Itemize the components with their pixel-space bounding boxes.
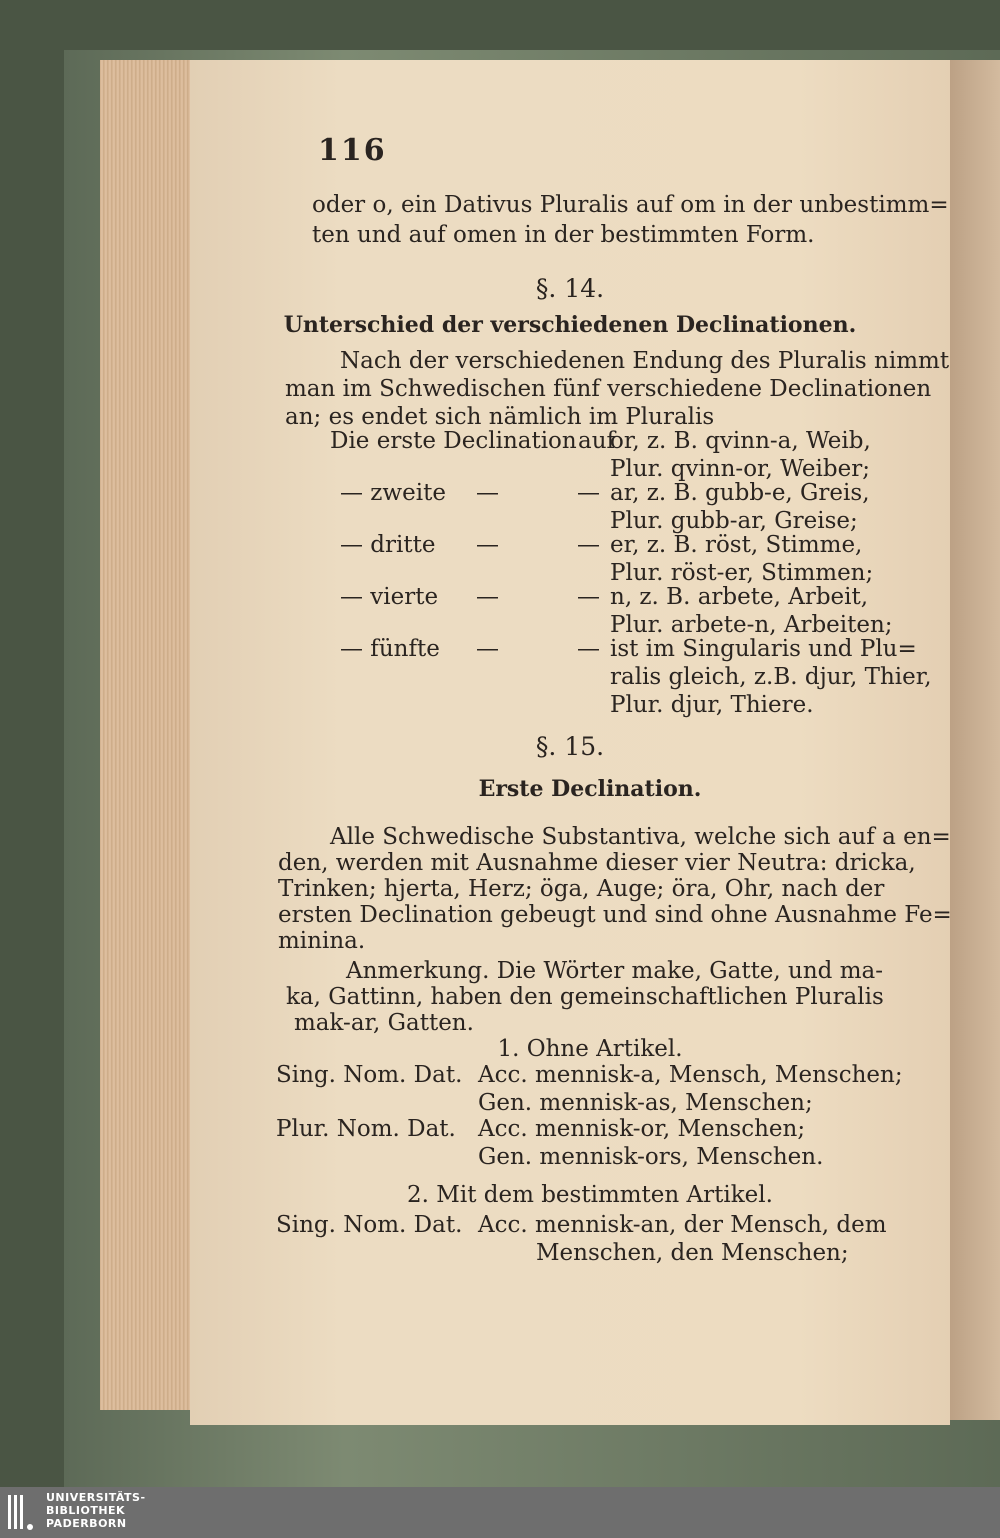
intro-text: oder o, ein Dativus Pluralis auf om in der unbestimm= <box>312 192 949 218</box>
paradigm-form: Acc. mennisk-or, Menschen; <box>478 1116 806 1142</box>
page-number: 116 <box>318 133 387 168</box>
section-14-para-line-2: man im Schwedischen fünf verschiedene Declinationen <box>285 376 932 402</box>
section-15-title: Erste Declination. <box>478 776 702 802</box>
right-page-edge <box>948 60 1000 1420</box>
declension-example: ar, z. B. gubb-e, Greis, <box>610 480 870 506</box>
declension-ordinal: — zweite <box>340 480 446 506</box>
declension-plural: Plur. röst-er, Stimmen; <box>610 560 874 586</box>
paradigm-label: Sing. Nom. Dat. <box>276 1062 463 1088</box>
declension-connector: — — <box>476 636 600 662</box>
section-15-para-line-1: Alle Schwedische Substantiva, welche sich auf a en= <box>330 824 951 850</box>
section-14-title: Unterschied der verschiedenen Declinationen. <box>283 312 857 338</box>
paradigm-label: Sing. Nom. Dat. <box>276 1212 463 1238</box>
paradigm-label: Plur. Nom. Dat. <box>276 1116 456 1142</box>
declension-ordinal: — dritte <box>340 532 436 558</box>
library-name-line: PADERBORN <box>46 1517 127 1530</box>
paradigm-form: Acc. mennisk-a, Mensch, Menschen; <box>478 1062 903 1088</box>
declension-plural: Plur. arbete-n, Arbeiten; <box>610 612 893 638</box>
part-2-heading: 2. Mit dem bestimmten Artikel. <box>407 1182 773 1208</box>
declension-ordinal: Die erste Declination <box>330 428 577 454</box>
section-15-para-line-5: minina. <box>278 928 366 954</box>
intro-line-2: ten und auf omen in der bestimmten Form. <box>312 222 815 248</box>
declension-example: ist im Singularis und Plu= <box>610 636 917 662</box>
university-logo-icon <box>6 1493 36 1533</box>
library-name-line: UNIVERSITÄTS- <box>46 1491 146 1504</box>
declension-ordinal: — fünfte <box>340 636 440 662</box>
section-15-para-line-3: Trinken; hjerta, Herz; öga, Auge; öra, Ohr, nach der <box>278 876 885 902</box>
paradigm-form: Menschen, den Menschen; <box>536 1240 849 1266</box>
paradigm-form: Gen. mennisk-ors, Menschen. <box>478 1144 824 1170</box>
section-15-heading: §. 15. <box>535 732 605 761</box>
section-15-para-line-4: ersten Declination gebeugt und sind ohne Ausnahme Fe= <box>278 902 952 928</box>
declension-plural: Plur. qvinn-or, Weiber; <box>610 456 870 482</box>
declension-example: n, z. B. arbete, Arbeit, <box>610 584 869 610</box>
note-line-1: Anmerkung. Die Wörter make, Gatte, und ma- <box>346 958 883 984</box>
declension-example-cont: ralis gleich, z.B. djur, Thier, <box>610 664 932 690</box>
intro-line-1 <box>312 192 949 218</box>
declension-ordinal: — vierte <box>340 584 439 610</box>
declension-connector: — — <box>476 480 600 506</box>
note-line-3: mak-ar, Gatten. <box>294 1010 474 1036</box>
library-footer <box>0 1487 1000 1538</box>
note-line-2: ka, Gattinn, haben den gemeinschaftlichen Pluralis <box>286 984 884 1010</box>
book-page <box>190 60 950 1425</box>
library-name-line: BIBLIOTHEK <box>46 1504 126 1517</box>
part-1-heading: 1. Ohne Artikel. <box>497 1036 683 1062</box>
paradigm-form: Gen. mennisk-as, Menschen; <box>478 1090 813 1116</box>
section-14-heading: §. 14. <box>535 274 605 303</box>
declension-connector: — — <box>476 584 600 610</box>
declension-example: er, z. B. röst, Stimme, <box>610 532 863 558</box>
declension-connector: auf <box>578 428 616 454</box>
declension-connector: — — <box>476 532 600 558</box>
section-14-para-line-1: Nach der verschiedenen Endung des Pluralis nimmt <box>340 348 950 374</box>
paradigm-form: Acc. mennisk-an, der Mensch, dem <box>478 1212 887 1238</box>
section-15-para-line-2: den, werden mit Ausnahme dieser vier Neutra: dricka, <box>278 850 916 876</box>
library-name <box>46 1491 146 1530</box>
declension-example: or, z. B. qvinn-a, Weib, <box>610 428 871 454</box>
declension-plural: Plur. gubb-ar, Greise; <box>610 508 858 534</box>
page-edges <box>100 60 200 1410</box>
section-14-para-line-3: an; es endet sich nämlich im Pluralis <box>285 404 715 430</box>
declension-plural: Plur. djur, Thiere. <box>610 692 814 718</box>
